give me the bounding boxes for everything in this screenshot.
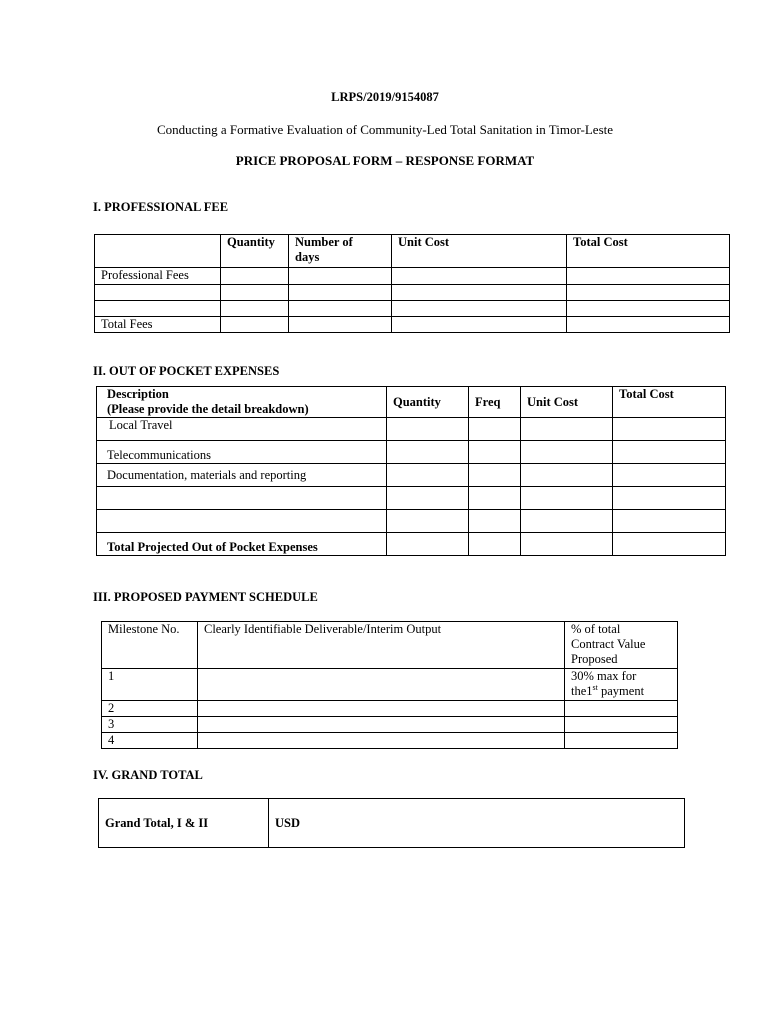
milestone-number: 3: [102, 717, 198, 733]
input-cell[interactable]: [567, 317, 730, 333]
column-header-unit-cost: Unit Cost: [392, 235, 567, 268]
input-cell[interactable]: [95, 285, 221, 301]
input-cell[interactable]: [521, 464, 613, 487]
input-cell[interactable]: [567, 285, 730, 301]
input-cell[interactable]: [392, 317, 567, 333]
input-cell[interactable]: [392, 285, 567, 301]
row-label-local-travel: Local Travel: [97, 418, 387, 441]
percent-note-sup: st: [592, 682, 598, 692]
table-header-row: [95, 235, 730, 268]
section-out-of-pocket-heading: II. OUT OF POCKET EXPENSES: [93, 364, 280, 378]
input-cell[interactable]: [613, 464, 726, 487]
table-row: [102, 669, 678, 701]
column-header-days-line2: days: [295, 250, 320, 264]
input-cell[interactable]: [387, 464, 469, 487]
input-cell[interactable]: [469, 510, 521, 533]
milestone-number: 2: [102, 701, 198, 717]
column-header-description-title: Description: [107, 387, 169, 401]
input-cell[interactable]: [387, 510, 469, 533]
column-header-deliverable: Clearly Identifiable Deliverable/Interim Output: [198, 622, 565, 669]
column-header-percent-line2: Contract Value: [571, 637, 646, 651]
input-cell[interactable]: [521, 510, 613, 533]
input-cell[interactable]: [567, 268, 730, 285]
column-header-unit-cost: Unit Cost: [521, 387, 613, 418]
input-cell[interactable]: [198, 701, 565, 717]
document-reference: LRPS/2019/9154087: [331, 90, 439, 104]
input-cell[interactable]: [387, 487, 469, 510]
grand-total-currency-field[interactable]: USD: [269, 799, 685, 848]
milestone-percent-note: [565, 669, 678, 701]
column-header-freq: Freq: [469, 387, 521, 418]
column-header-percent-line3: Proposed: [571, 652, 618, 666]
percent-note-line2b: payment: [597, 684, 645, 698]
input-cell[interactable]: [565, 733, 678, 749]
input-cell[interactable]: [97, 510, 387, 533]
input-cell[interactable]: [387, 533, 469, 556]
input-cell[interactable]: [469, 441, 521, 464]
input-cell[interactable]: [521, 441, 613, 464]
input-cell[interactable]: [95, 301, 221, 317]
table-row: [97, 510, 726, 533]
input-cell[interactable]: [97, 487, 387, 510]
column-header-percent: [565, 622, 678, 669]
input-cell[interactable]: [469, 533, 521, 556]
table-row: [97, 441, 726, 464]
input-cell[interactable]: [565, 717, 678, 733]
column-header-milestone: Milestone No.: [102, 622, 198, 669]
column-header-quantity: Quantity: [387, 387, 469, 418]
percent-note-line2a: the1: [571, 684, 593, 698]
input-cell[interactable]: [198, 669, 565, 701]
table-header-row: [102, 622, 678, 669]
input-cell[interactable]: [613, 441, 726, 464]
input-cell[interactable]: [289, 301, 392, 317]
milestone-number: 4: [102, 733, 198, 749]
row-label-total-out-of-pocket: Total Projected Out of Pocket Expenses: [97, 533, 387, 556]
table-header-row: [97, 387, 726, 418]
table-row: [97, 533, 726, 556]
input-cell[interactable]: [289, 268, 392, 285]
column-header-total-cost: Total Cost: [567, 235, 730, 268]
input-cell[interactable]: [289, 285, 392, 301]
input-cell[interactable]: [469, 418, 521, 441]
column-header-quantity: Quantity: [221, 235, 289, 268]
input-cell[interactable]: [613, 418, 726, 441]
column-header-days-line1: Number of: [295, 235, 353, 249]
table-row: [102, 717, 678, 733]
table-row: [97, 487, 726, 510]
table-row: [97, 418, 726, 441]
grand-total-table: [98, 798, 685, 848]
input-cell[interactable]: [221, 285, 289, 301]
input-cell[interactable]: [613, 487, 726, 510]
table-cell: [95, 235, 221, 268]
payment-schedule-table: [101, 621, 678, 749]
percent-note-line1: 30% max for: [571, 669, 637, 683]
column-header-percent-line1: % of total: [571, 622, 621, 636]
input-cell[interactable]: [387, 441, 469, 464]
professional-fee-table: [94, 234, 730, 333]
input-cell[interactable]: [392, 301, 567, 317]
table-row: [99, 799, 685, 848]
input-cell[interactable]: [565, 701, 678, 717]
milestone-number: 1: [102, 669, 198, 701]
section-professional-fee-heading: I. PROFESSIONAL FEE: [93, 200, 229, 214]
section-payment-schedule-heading: III. PROPOSED PAYMENT SCHEDULE: [93, 590, 318, 604]
input-cell[interactable]: [198, 733, 565, 749]
form-title: PRICE PROPOSAL FORM – RESPONSE FORMAT: [235, 153, 535, 168]
row-label-telecommunications: Telecommunications: [97, 441, 387, 464]
input-cell[interactable]: [613, 510, 726, 533]
input-cell[interactable]: [221, 317, 289, 333]
column-header-description: [97, 387, 387, 418]
table-row: [102, 733, 678, 749]
table-row: [97, 464, 726, 487]
input-cell[interactable]: [567, 301, 730, 317]
column-header-total-cost: Total Cost: [613, 387, 726, 418]
table-row: [102, 701, 678, 717]
out-of-pocket-table: [96, 386, 726, 556]
row-label-total-fees: Total Fees: [95, 317, 221, 333]
input-cell[interactable]: [469, 464, 521, 487]
input-cell[interactable]: [469, 487, 521, 510]
document-subtitle: Conducting a Formative Evaluation of Community-Led Total Sanitation in Timor-Leste: [156, 122, 614, 137]
row-label-professional-fees: Professional Fees: [95, 268, 221, 285]
input-cell[interactable]: [221, 301, 289, 317]
input-cell[interactable]: [521, 533, 613, 556]
input-cell[interactable]: [392, 268, 567, 285]
input-cell[interactable]: [521, 487, 613, 510]
input-cell[interactable]: [521, 418, 613, 441]
section-grand-total-heading: IV. GRAND TOTAL: [93, 768, 203, 782]
column-header-description-note: (Please provide the detail breakdown): [107, 402, 309, 416]
table-row: [95, 301, 730, 317]
input-cell[interactable]: [613, 533, 726, 556]
table-row: [95, 317, 730, 333]
column-header-number-of-days: [289, 235, 392, 268]
input-cell[interactable]: [221, 268, 289, 285]
table-row: [95, 268, 730, 285]
grand-total-label: Grand Total, I & II: [99, 799, 269, 848]
row-label-documentation: Documentation, materials and reporting: [97, 464, 387, 487]
input-cell[interactable]: [198, 717, 565, 733]
input-cell[interactable]: [387, 418, 469, 441]
table-row: [95, 285, 730, 301]
input-cell[interactable]: [289, 317, 392, 333]
